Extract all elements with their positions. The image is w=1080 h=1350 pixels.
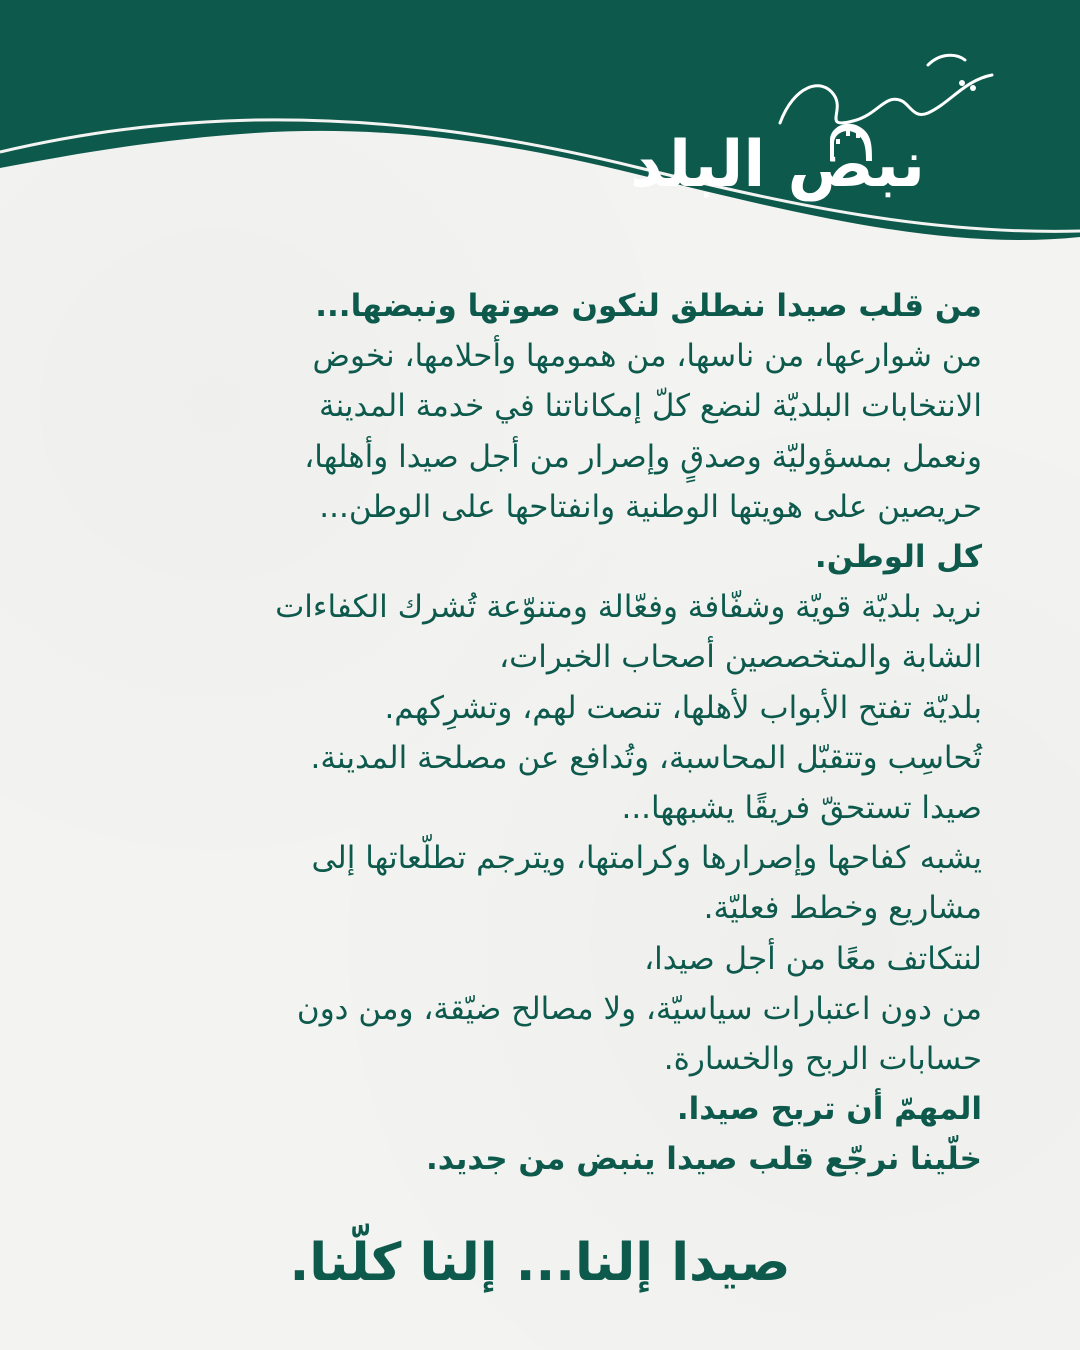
body-line: مشاريع وخطط فعليّة. [703, 890, 982, 927]
body-line: يشبه كفاحها وإصرارها وكرامتها، ويترجم تطلّعاتها إلى [311, 840, 982, 877]
logo [630, 35, 1020, 202]
body-line: من شوارعها، من ناسها، من همومها وأحلامها، نخوض [312, 338, 982, 375]
body-line-bold: كل الوطن. [814, 539, 982, 576]
body-line: لنتكاتف معًا من أجل صيدا، [644, 940, 982, 977]
body-text [100, 281, 982, 1185]
body-line: تُحاسِب وتتقبّل المحاسبة، وتُدافع عن مصلحة المدينة. [310, 739, 982, 776]
body-line-bold: من قلب صيدا ننطلق لنكون صوتها ونبضها... [315, 288, 982, 324]
body-line: بلديّة تفتح الأبواب لأهلها، تنصت لهم، وتشرِكهم. [384, 689, 982, 726]
body-line-bold: خلّينا نرجّع قلب صيدا ينبض من جديد. [426, 1141, 982, 1178]
body-line: حسابات الربح والخسارة. [663, 1041, 982, 1078]
body-line: من دون اعتبارات سياسيّة، ولا مصالح ضيّقة، ومن دون [296, 990, 982, 1027]
body-line-bold: المهمّ أن تربح صيدا. [676, 1091, 982, 1128]
body-line: الشابة والمتخصصين أصحاب الخبرات، [499, 639, 982, 676]
logo-text: نبض البلد [630, 128, 925, 202]
body-line: حريصين على هويتها الوطنية وانفتاحها على الوطن... [319, 488, 982, 525]
slogan: صيدا إلنا... إلنا كلّنا. [289, 1233, 791, 1293]
body-line: نريد بلديّة قويّة وشفّافة وفعّالة ومتنوّعة تُشرك الكفاءات [275, 589, 982, 626]
body-line: ونعمل بمسؤوليّة وصدقٍ وإصرار من أجل صيدا وأهلها، [304, 438, 982, 475]
body-line: صيدا تستحقّ فريقًا يشبهها... [621, 790, 982, 827]
body-line: الانتخابات البلديّة لنضع كلّ إمكاناتنا في خدمة المدينة [318, 388, 982, 425]
